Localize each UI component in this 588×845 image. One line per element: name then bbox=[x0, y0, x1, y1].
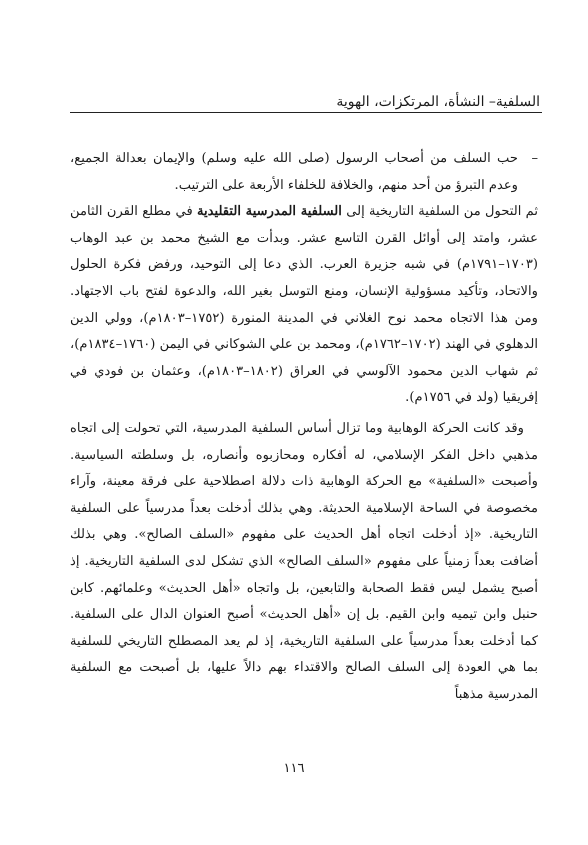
running-header-title: السلفية– النشأة، المرتكزات، الهوية bbox=[336, 94, 540, 110]
bullet-text: حب السلف من أصحاب الرسول (صلى الله عليه وسلم) والإيمان بعدالة الجميع، وعدم التبرؤ من أحد منهم، والخلافة للخلفاء الأربعة على الترتيب. bbox=[70, 151, 518, 193]
paragraph-salafiya-traditional bbox=[70, 199, 538, 412]
page-body bbox=[70, 146, 538, 708]
running-header bbox=[70, 92, 542, 113]
paragraph-1-bold-term: السلفية المدرسية التقليدية bbox=[196, 204, 342, 220]
bullet-item bbox=[70, 146, 538, 199]
paragraph-1-rest: في مطلع القرن الثامن عشر، وامتد إلى أوائل القرن التاسع عشر. وبدأت مع الشيخ محمد بن عبد الوهاب (١٧٠٣–١٧٩١م) في شبه جزيرة العرب. الذي دعا إلى التوحيد، ورفض فكرة الحلول والاتحاد، وتأكيد مسؤولية الإنسان، ومنع التوسل بغير الله، والدعوة لفتح باب الاجتهاد. ومن هذا الاتجاه محمد نوح الغلاني في المدينة المنورة (١٧٥٢–١٨٠٣م)، وولي الدين الدهلوي في الهند (١٧٠٢–١٧٦٢م)، ومحمد بن علي الشوكاني في اليمن (١٧٦٠–١٨٣٤م)، ثم شهاب الدين محمود الآلوسي في العراق (١٨٠٢–١٨٠٣م)، وعثمان بن فودي في إفريقيا (ولد في ١٧٥٦م). bbox=[70, 204, 538, 406]
paragraph-1-start: ثم التحول من السلفية التاريخية إلى bbox=[341, 204, 538, 220]
paragraph-wahhabi-movement: وقد كانت الحركة الوهابية وما تزال أساس السلفية المدرسية، التي تحولت إلى اتجاه مذهبي داخل الفكر الإسلامي، له أفكاره ومحازبوه وأنصاره، بل وسلطته السياسية. وأصبحت «السلفية» مع الحركة الوهابية ذات دلالة اصطلاحية على فرقة معينة، وآراء مخصوصة في الساحة الإسلامية الحديثة. وهي بذلك أدخلت بعداً مدرسياً على السلفية التاريخية. «إذ أدخلت اتجاه أهل الحديث على مفهوم «السلف الصالح». وهي بذلك أضافت بعداً زمنياً على مفهوم «السلف الصالح» الذي تشكل لدى السلفية التاريخية. إذ أصبح يشمل ليس فقط الصحابة والتابعين، بل واتجاه «أهل الحديث» وعلمائهم. كابن حنبل وابن تيميه وابن القيم. بل إن «أهل الحديث» أصبح العنوان الدال على السلفية. كما أدخلت بعداً مدرسياً على السلفية التاريخية، إذ لم يعد المصطلح التاريخي للسلفية بما هي العودة إلى السلف الصالح والاقتداء بهم دالاً عليها، بل أصبحت مع السلفية المدرسية مذهباً bbox=[70, 420, 538, 702]
bullet-dash: – bbox=[531, 151, 538, 166]
page-number: ١١٦ bbox=[283, 761, 305, 776]
